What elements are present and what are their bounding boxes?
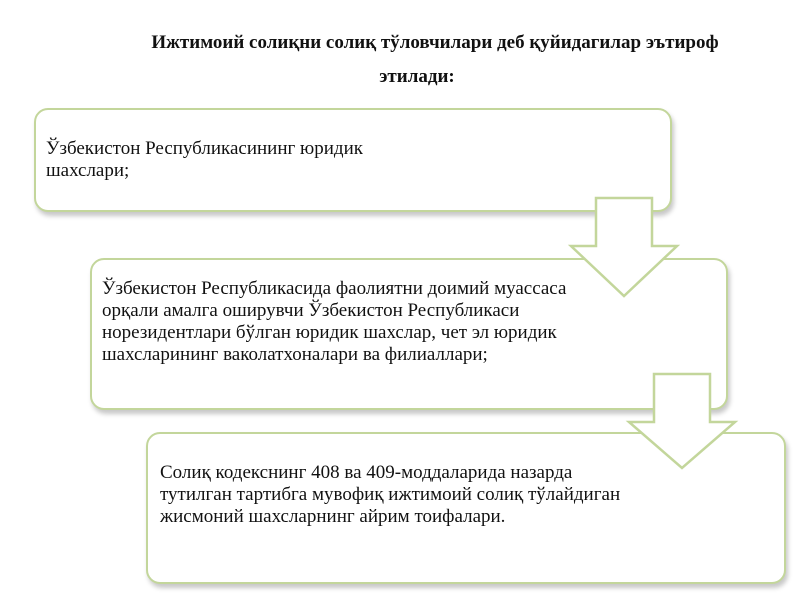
box-nonresident-entities-text: Ўзбекистон Республикасида фаолиятни доимий муассаса орқали амалга оширувчи Ўзбекистон Республикаси норезидентлари бўлган юридик шахслар, чет эл юридик шахсларининг ваколатхоналари ва филиаллари; xyxy=(102,278,567,365)
box-legal-entities-text: Ўзбекистон Республикасининг юридик шахслари; xyxy=(46,138,363,181)
diagram-title xyxy=(40,28,780,92)
down-arrow-icon xyxy=(568,196,680,300)
box-individuals-text: Солиқ кодекснинг 408 ва 409-моддаларида назарда тутилган тартибга мувофиқ ижтимоий солиқ тўлайдиган жисмоний шахсларнинг айрим тоифалари. xyxy=(160,462,621,527)
title-line-2: этилади: xyxy=(379,66,455,87)
title-line-1: Ижтимоий солиқни солиқ тўловчилари деб қуйидагилар эътироф xyxy=(151,32,719,53)
down-arrow-icon xyxy=(626,372,738,472)
